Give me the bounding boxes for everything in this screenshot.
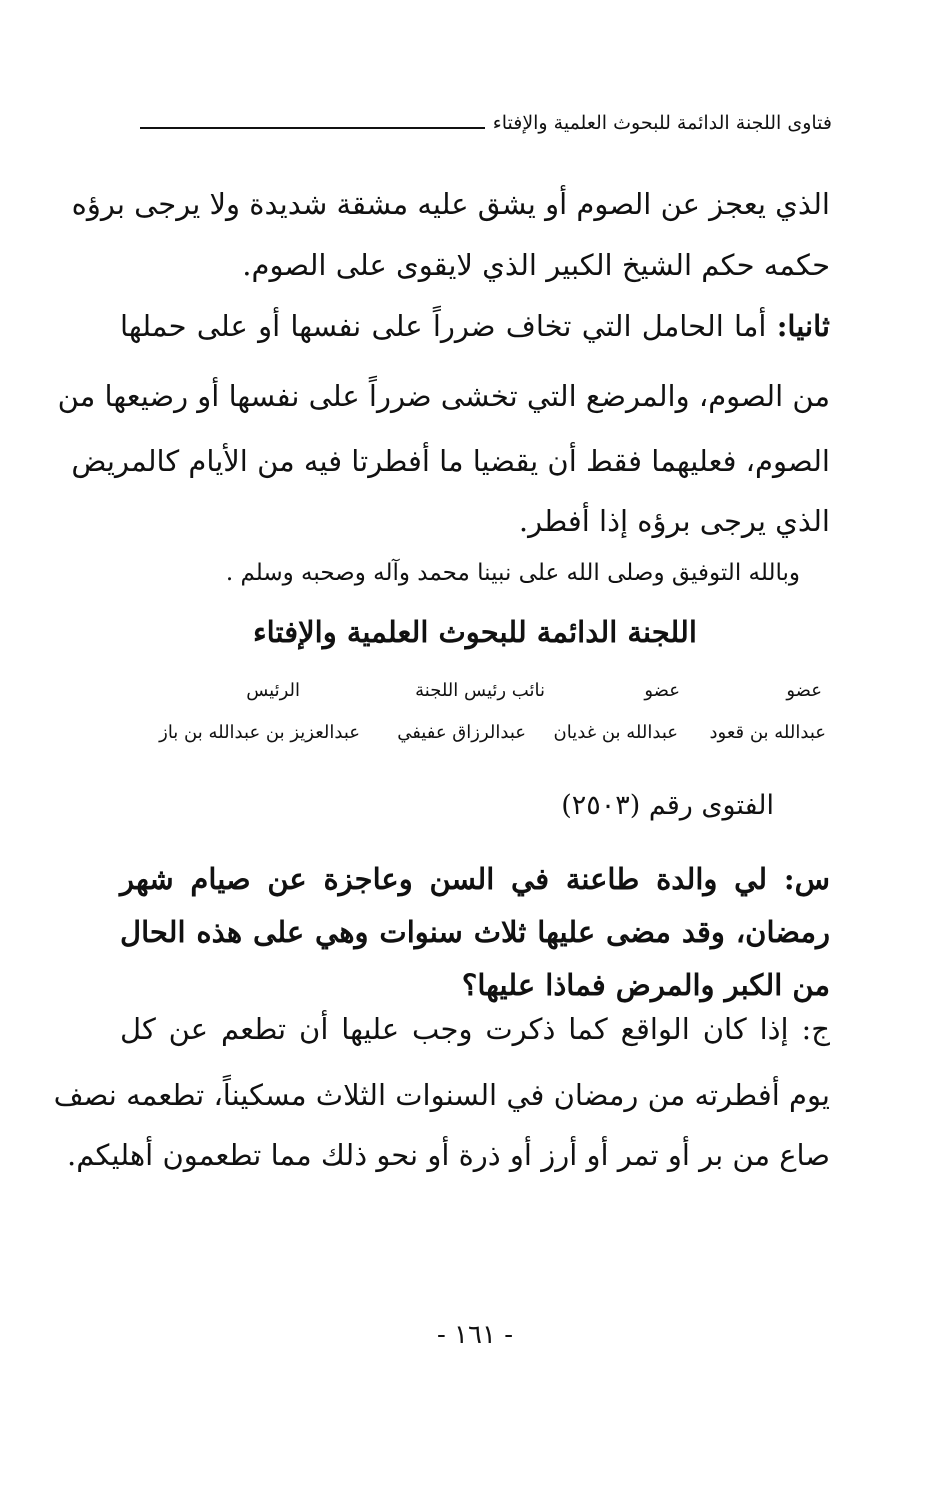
closing-prayer: وبالله التوفيق وصلى الله على نبينا محمد وآله وصحبه وسلم . xyxy=(225,560,800,586)
header-rule xyxy=(140,127,485,129)
paragraph-2-line-1 xyxy=(120,297,830,355)
question-line-3: من الكبر والمرض فماذا عليها؟ xyxy=(461,968,830,1002)
paragraph-2-line-3: الصوم، فعليهما فقط أن يقضيا ما أفطرتا فيه من الأيام كالمريض xyxy=(71,444,830,478)
fatwa-number: الفتوى رقم (٢٥٠٣) xyxy=(561,790,774,821)
question-line-1: س: لي والدة طاعنة في السن وعاجزة عن صيام شهر xyxy=(120,862,830,896)
paragraph-2-line-2: من الصوم، والمرضع التي تخشى ضرراً على نفسها أو رضيعها من xyxy=(57,379,830,413)
paragraph-1-line-2: حكمه حكم الشيخ الكبير الذي لايقوى على الصوم. xyxy=(242,248,830,282)
header-title: فتاوى اللجنة الدائمة للبحوث العلمية والإفتاء xyxy=(492,112,832,134)
running-header xyxy=(140,106,832,140)
answer-line-3: صاع من بر أو تمر أو أرز أو ذرة أو نحو ذلك مما تطعمون أهليكم. xyxy=(67,1138,830,1172)
paragraph-2-label: ثانيا: xyxy=(776,309,830,343)
signatory-role: عضو xyxy=(644,680,680,701)
question-line-2: رمضان، وقد مضى عليها ثلاث سنوات وهي على هذه الحال xyxy=(120,915,830,949)
paragraph-1-line-1: الذي يعجز عن الصوم أو يشق عليه مشقة شديدة ولا يرجى برؤه xyxy=(71,187,830,221)
paragraph-2-line-1-text: أما الحامل التي تخاف ضرراً على نفسها أو على حملها xyxy=(120,309,767,343)
signatory-name: عبدالله بن قعود xyxy=(709,722,826,743)
committee-title: اللجنة الدائمة للبحوث العلمية والإفتاء xyxy=(253,615,697,649)
signatory-role: عضو xyxy=(786,680,822,701)
signatory-role: الرئيس xyxy=(246,680,300,701)
answer-line-1: ج: إذا كان الواقع كما ذكرت وجب عليها أن تطعم عن كل xyxy=(120,1012,830,1046)
signatory-name: عبدالله بن غديان xyxy=(553,722,678,743)
signatory-name: عبدالرزاق عفيفي xyxy=(397,722,526,743)
answer-line-2: يوم أفطرته من رمضان في السنوات الثلاث مسكيناً، تطعمه نصف xyxy=(53,1078,830,1112)
signatory-name: عبدالعزيز بن عبدالله بن باز xyxy=(159,722,360,743)
page-number: - ١٦١ - xyxy=(436,1320,514,1350)
signatory-role: نائب رئيس اللجنة xyxy=(415,680,545,701)
paragraph-2-line-4: الذي يرجى برؤه إذا أفطر. xyxy=(518,504,830,538)
